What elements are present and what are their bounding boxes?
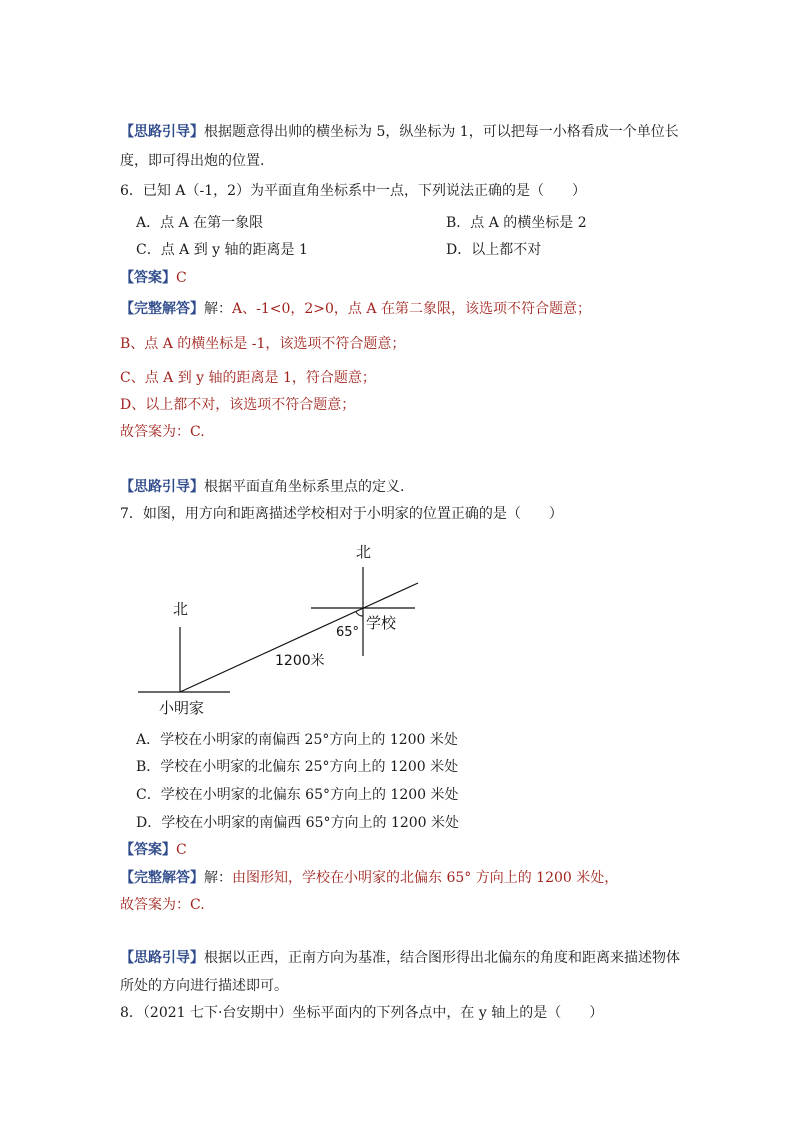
answer-tag: 【答案】 xyxy=(120,270,176,286)
question-6-stem: 6．已知 A（-1，2）为平面直角坐标系中一点，下列说法正确的是（ ） xyxy=(120,183,587,199)
solution-line: 由图形知，学校在小明家的北偏东 65° 方向上的 1200 米处， xyxy=(232,870,619,886)
solution-line: A、-1<0，2>0，点 A 在第二象限，该选项不符合题意； xyxy=(232,301,591,317)
hint-text: 根据题意得出帅的横坐标为 5，纵坐标为 1，可以把每一小格看成一个单位长 xyxy=(204,124,679,140)
solution-prefix: 解： xyxy=(204,301,232,317)
north-label-left: 北 xyxy=(173,600,189,618)
angle-arc xyxy=(356,611,363,616)
question-7-stem: 7．如图，用方向和距离描述学校相对于小明家的位置正确的是（ ） xyxy=(120,506,563,522)
hint-tag: 【思路引导】 xyxy=(120,479,204,495)
solution-tag: 【完整解答】 xyxy=(120,870,204,886)
q7-answer xyxy=(120,840,187,860)
school-label: 学校 xyxy=(366,614,397,632)
solution-line: C、点 A 到 y 轴的距离是 1，符合题意； xyxy=(120,370,376,386)
answer-value: C xyxy=(176,842,187,858)
solution-line: 故答案为：C. xyxy=(120,897,205,913)
q7-option-d: D．学校在小明家的南偏西 65°方向上的 1200 米处 xyxy=(136,815,460,831)
hint-text-cont: 所处的方向进行描述即可。 xyxy=(120,978,288,994)
solution-prefix: 解： xyxy=(204,870,232,886)
solution-line: B、点 A 的横坐标是 -1，该选项不符合题意； xyxy=(120,336,406,352)
q7-option-c: C．学校在小明家的北偏东 65°方向上的 1200 米处 xyxy=(136,787,459,803)
distance-label: 1200米 xyxy=(275,653,325,669)
q7-option-a: A．学校在小明家的南偏西 25°方向上的 1200 米处 xyxy=(136,732,458,748)
q6-option-c: C．点 A 到 y 轴的距离是 1 xyxy=(136,242,308,258)
answer-tag: 【答案】 xyxy=(120,842,176,858)
q6-option-b: B．点 A 的横坐标是 2 xyxy=(446,215,587,231)
q6-option-d: D．以上都不对 xyxy=(446,242,542,258)
hint-tag: 【思路引导】 xyxy=(120,124,204,140)
solution-tag: 【完整解答】 xyxy=(120,301,204,317)
hint-tag: 【思路引导】 xyxy=(120,950,204,966)
q7-solution xyxy=(120,868,618,888)
q6-option-a: A．点 A 在第一象限 xyxy=(136,215,264,231)
home-to-school-line xyxy=(180,583,418,692)
north-label-right: 北 xyxy=(356,543,372,561)
solution-line: 故答案为：C. xyxy=(120,424,205,440)
hint-text-cont: 度，即可得出炮的位置. xyxy=(120,153,265,169)
answer-value: C xyxy=(176,270,187,286)
home-label: 小明家 xyxy=(159,699,205,717)
q7-hint xyxy=(120,948,680,968)
hint-text: 根据平面直角坐标系里点的定义. xyxy=(204,479,405,495)
angle-label: 65° xyxy=(336,625,360,640)
question-8-stem: 8．（2021 七下·台安期中）坐标平面内的下列各点中，在 y 轴上的是（ ） xyxy=(120,1005,604,1021)
solution-line: D、以上都不对，该选项不符合题意； xyxy=(120,397,356,413)
hint-text: 根据以正西，正南方向为基准，结合图形得出北偏东的角度和距离来描述物体 xyxy=(204,950,680,966)
q7-option-b: B．学校在小明家的北偏东 25°方向上的 1200 米处 xyxy=(136,759,459,775)
